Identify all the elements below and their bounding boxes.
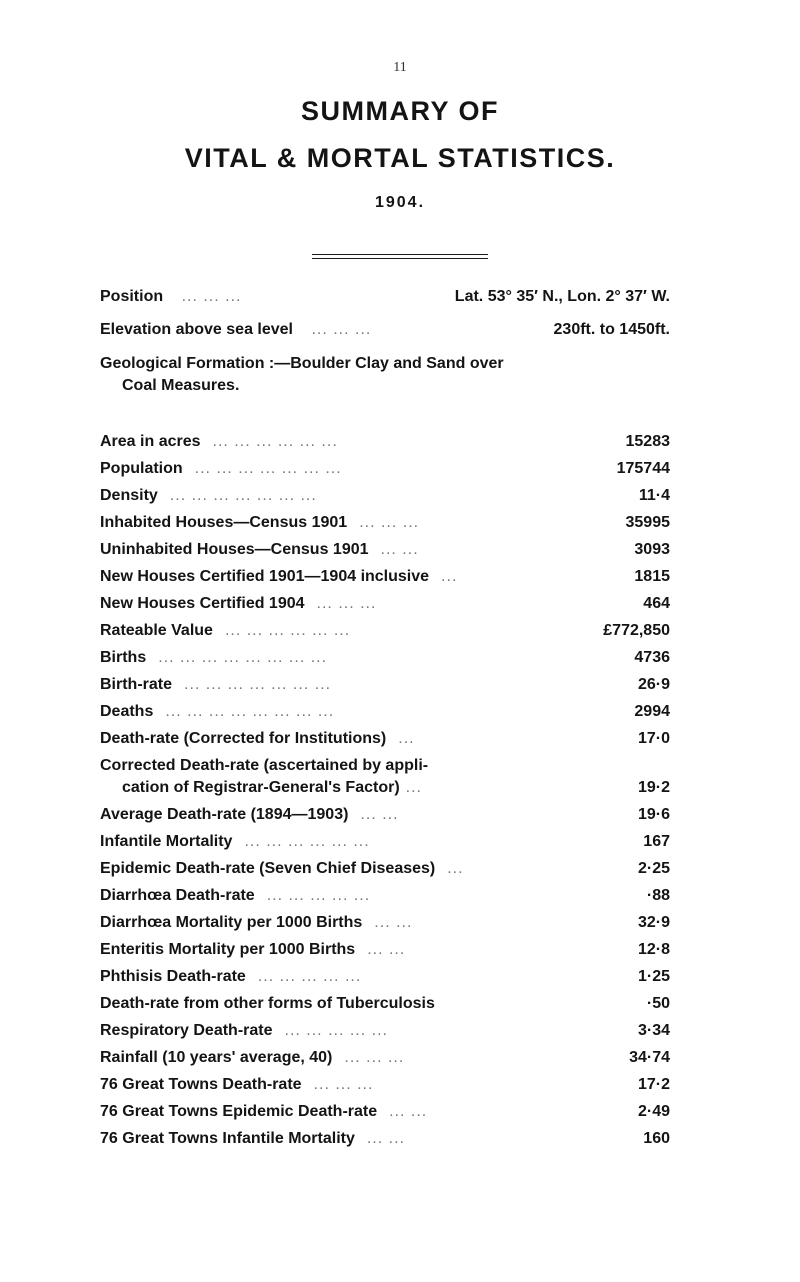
stat-value: 34·74 [629,1049,670,1066]
stat-leader-dots: ... [405,779,422,796]
geology-continuation: Coal Measures. [122,377,240,394]
stat-value: 167 [643,833,670,850]
stat-row [100,729,670,756]
stat-label [100,432,338,452]
position-dots: ... ... ... [181,288,242,305]
stat-row [100,756,670,805]
stat-value: 26·9 [637,676,670,693]
stat-row [100,540,670,567]
stat-value: 32·9 [637,914,670,931]
stat-value: 1·25 [637,968,670,985]
stat-leader-dots: ... ... [389,1103,428,1120]
stat-label [100,702,334,722]
stat-label-text: Phthisis Death-rate [100,968,246,985]
stat-value: 12·8 [637,941,670,958]
stat-label [100,994,435,1014]
stat-leader-dots: ... ... ... ... ... ... ... ... [158,649,328,666]
title-summary: SUMMARY OF [300,96,499,126]
stat-label [100,594,376,614]
stat-label-continuation-text: cation of Registrar-General's Factor) [122,779,400,796]
stat-label-text: Respiratory Death-rate [100,1022,273,1039]
stat-label-text: Deaths [100,703,154,720]
stat-label [100,1021,388,1041]
stat-label [100,648,327,668]
stat-label [100,513,419,533]
stat-value: 15283 [625,433,670,450]
stat-leader-dots: ... [441,568,458,585]
stat-label-text: Average Death-rate (1894—1903) [100,806,349,823]
stat-value: 2·49 [637,1103,670,1120]
stat-label-text: Rateable Value [100,622,213,639]
stat-label-text: 76 Great Towns Infantile Mortality [100,1130,355,1147]
stat-leader-dots: ... ... ... ... ... ... [224,622,351,639]
stat-value: 19·2 [637,779,670,796]
stat-row [100,832,670,859]
stat-row [100,648,670,675]
stat-label [100,459,342,479]
position-label: Position [100,288,164,305]
stat-label [100,567,457,587]
stat-leader-dots: ... ... ... ... ... [284,1022,388,1039]
stat-label [100,805,399,825]
stat-leader-dots: ... ... ... ... ... ... [212,433,338,450]
stat-label-text: 76 Great Towns Epidemic Death-rate [100,1103,378,1120]
stat-label [100,913,412,933]
stat-label-text: Uninhabited Houses—Census 1901 [100,541,369,558]
stat-leader-dots: ... ... [366,1130,405,1147]
stat-row [100,459,670,486]
stat-leader-dots: ... ... ... ... ... ... ... [169,487,317,504]
double-rule-top [312,254,488,255]
double-rule-bottom [312,258,488,259]
stat-value: £772,850 [603,622,670,639]
stat-value: 11·4 [638,487,670,504]
stat-label-text: Births [100,649,147,666]
stat-label-text: Inhabited Houses—Census 1901 [100,514,348,531]
stat-leader-dots: ... ... [360,806,399,823]
stat-row [100,486,670,513]
stat-value: 464 [643,595,670,612]
stat-label [100,859,464,879]
stat-leader-dots: ... ... ... ... ... ... [244,833,370,850]
stat-leader-dots: ... ... ... ... ... ... ... [184,676,332,693]
stat-leader-dots: ... ... ... ... ... ... ... ... [165,703,335,720]
stat-label-text: Enteritis Mortality per 1000 Births [100,941,356,958]
stat-value: 17·0 [637,730,670,747]
stat-value: 17·2 [637,1076,670,1093]
stat-label [100,729,415,749]
stat-leader-dots: ... ... ... ... ... [257,968,362,985]
stat-label [100,1075,373,1095]
statistics-list [100,432,670,1156]
stat-label-text: Diarrhœa Mortality per 1000 Births [100,914,363,931]
stat-value: 1815 [634,568,670,585]
stat-leader-dots: ... ... ... [359,514,420,531]
stat-value: 175744 [616,460,670,477]
stat-label [100,540,419,560]
report-year: 1904. [374,194,426,211]
stat-row [100,621,670,648]
stat-value: 3093 [634,541,670,558]
stat-row [100,1129,670,1156]
stat-leader-dots: ... ... [380,541,419,558]
stat-label [100,832,370,852]
stat-label-text: Rainfall (10 years' average, 40) [100,1049,333,1066]
stat-label [100,675,331,695]
stat-row [100,859,670,886]
stat-value: 2·25 [637,860,670,877]
stat-value: ·50 [646,995,670,1012]
stat-label [100,967,361,987]
stat-leader-dots: ... ... ... [313,1076,374,1093]
stat-value: 19·6 [637,806,670,823]
stat-label-text: Population [100,460,183,477]
page-number: 11 [393,60,407,75]
stat-row [100,567,670,594]
stat-label-text: Death-rate (Corrected for Institutions) [100,730,387,747]
stat-label-text: New Houses Certified 1901—1904 inclusive [100,568,430,585]
stat-row [100,886,670,913]
stat-leader-dots: ... ... [374,914,413,931]
position-line [100,287,670,307]
stat-value: 160 [643,1130,670,1147]
stat-value: 35995 [625,514,670,531]
stat-row [100,805,670,832]
stat-label-text: Density [100,487,158,504]
stat-label [100,486,317,506]
geology-continuation-line [122,376,670,396]
stat-leader-dots: ... [447,860,464,877]
stat-label-text: Death-rate from other forms of Tuberculosis [100,995,435,1012]
geology-label: Geological Formation :—Boulder Clay and Sand over [100,355,504,372]
stat-row [100,1048,670,1075]
stat-label-text: Area in acres [100,433,201,450]
stat-row [100,513,670,540]
stat-row [100,940,670,967]
elevation-dots: ... ... ... [311,321,372,338]
stat-label [100,621,350,641]
stat-leader-dots: ... ... [367,941,406,958]
stat-label [100,1102,427,1122]
stat-label-text: New Houses Certified 1904 [100,595,305,612]
stat-label [100,1129,405,1149]
stat-label-text: Corrected Death-rate (ascertained by appli- [100,757,429,774]
stat-label-continuation [100,778,428,798]
stat-value: 3·34 [637,1022,670,1039]
stat-row [100,702,670,729]
stat-label-text: Epidemic Death-rate (Seven Chief Diseases) [100,860,436,877]
elevation-value: 230ft. to 1450ft. [553,321,670,338]
stat-value: ·88 [646,887,670,904]
stat-label-text: Birth-rate [100,676,173,693]
stat-row [100,994,670,1021]
stat-label [100,756,428,798]
stat-label-text: Infantile Mortality [100,833,233,850]
stat-leader-dots: ... ... ... [344,1049,405,1066]
stat-row [100,1021,670,1048]
elevation-line [100,320,670,340]
stat-row [100,675,670,702]
title-vital-mortal-statistics: VITAL & MORTAL STATISTICS. [184,143,616,173]
stat-value: 2994 [634,703,670,720]
stat-label-text: Diarrhœa Death-rate [100,887,255,904]
stat-row [100,1075,670,1102]
stat-row [100,594,670,621]
stat-row [100,967,670,994]
stat-row [100,913,670,940]
stat-leader-dots: ... ... ... ... ... ... ... [194,460,342,477]
stat-leader-dots: ... [398,730,415,747]
stat-label [100,1048,404,1068]
stat-label [100,940,405,960]
stat-leader-dots: ... ... ... [316,595,377,612]
stat-row [100,432,670,459]
position-value: Lat. 53° 35′ N., Lon. 2° 37′ W. [454,288,670,305]
stat-leader-dots: ... ... ... ... ... [266,887,371,904]
stat-value: 4736 [634,649,670,666]
stat-label [100,886,370,906]
elevation-label: Elevation above sea level [100,321,293,338]
geology-line [100,354,670,374]
stat-row [100,1102,670,1129]
stat-label-text: 76 Great Towns Death-rate [100,1076,302,1093]
